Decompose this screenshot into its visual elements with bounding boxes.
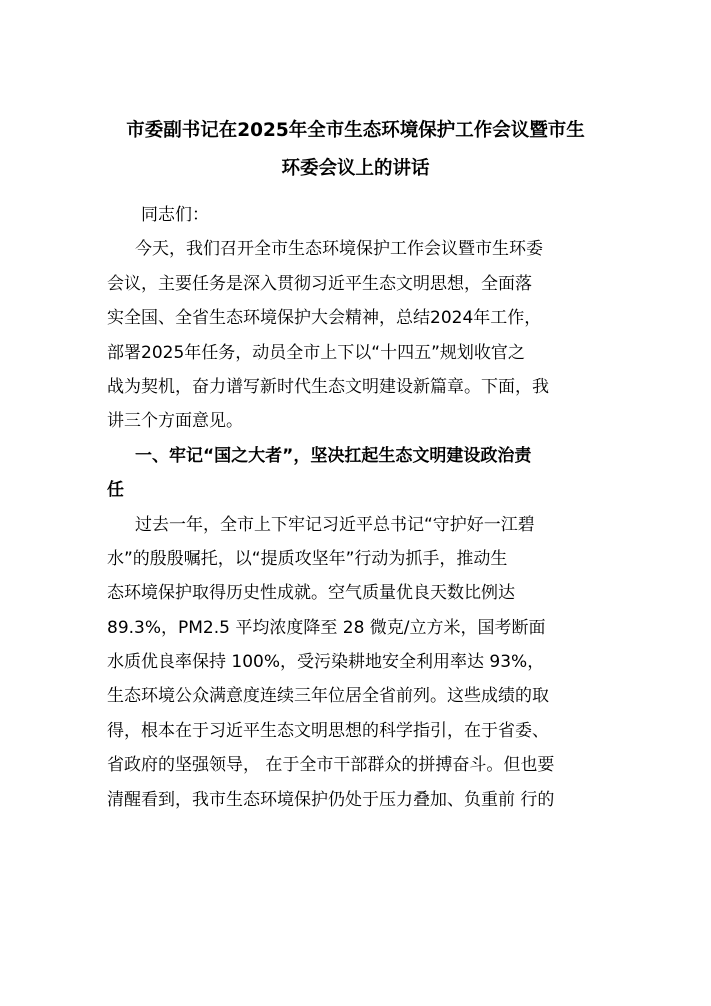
paragraph-2-line: 生态环境公众满意度连续三年位居全省前列。这些成绩的取 — [107, 686, 549, 707]
paragraph-1-line: 讲三个方面意见。 — [107, 411, 243, 432]
paragraph-2-line: 态环境保护取得历史性成就。空气质量优良天数比例达 — [107, 583, 515, 604]
document-title — [100, 112, 611, 188]
paragraph-1-line: 战为契机，奋力谱写新时代生态文明建设新篇章。下面，我 — [107, 376, 549, 397]
title-line-2: 环委会议上的讲话 — [281, 158, 430, 179]
paragraph-1-line: 今天，我们召开全市生态环境保护工作会议暨市生环委 — [135, 239, 543, 260]
paragraph-1-line: 部署2025年任务，动员全市上下以“十四五”规划收官之 — [107, 342, 525, 363]
paragraph-2-line: 89.3%，PM2.5 平均浓度降至 28 微克/立方米，国考断面 — [107, 617, 546, 638]
paragraph-2-line: 省政府的坚强领导， 在于全市干部群众的拼搏奋斗。但也要 — [107, 755, 555, 776]
title-line-1: 市委副书记在2025年全市生态环境保护工作会议暨市生 — [126, 120, 585, 141]
salutation: 同志们： — [141, 205, 209, 225]
paragraph-2-line: 清醒看到，我市生态环境保护仍处于压力叠加、负重前 行的 — [107, 789, 555, 810]
section-heading-line: 任 — [107, 480, 124, 501]
paragraph-2-line: 过去一年，全市上下牢记习近平总书记“守护好一江碧 — [135, 514, 535, 535]
section-heading-line: 一、牢记“国之大者”，坚决扛起生态文明建设政治责 — [135, 445, 532, 466]
document-body — [107, 198, 607, 817]
paragraph-1-line: 会议，主要任务是深入贯彻习近平生态文明思想，全面落 — [107, 273, 532, 294]
paragraph-2-line: 水质优良率保持 100%，受污染耕地安全利用率达 93%， — [107, 652, 545, 673]
paragraph-2-line: 得，根本在于习近平生态文明思想的科学指引，在于省委、 — [107, 720, 549, 741]
paragraph-1-line: 实全国、全省生态环境保护大会精神，总结2024年工作， — [107, 308, 542, 329]
paragraph-2-line: 水”的殷殷嘱托，以“提质攻坚年”行动为抓手，推动生 — [107, 548, 508, 569]
